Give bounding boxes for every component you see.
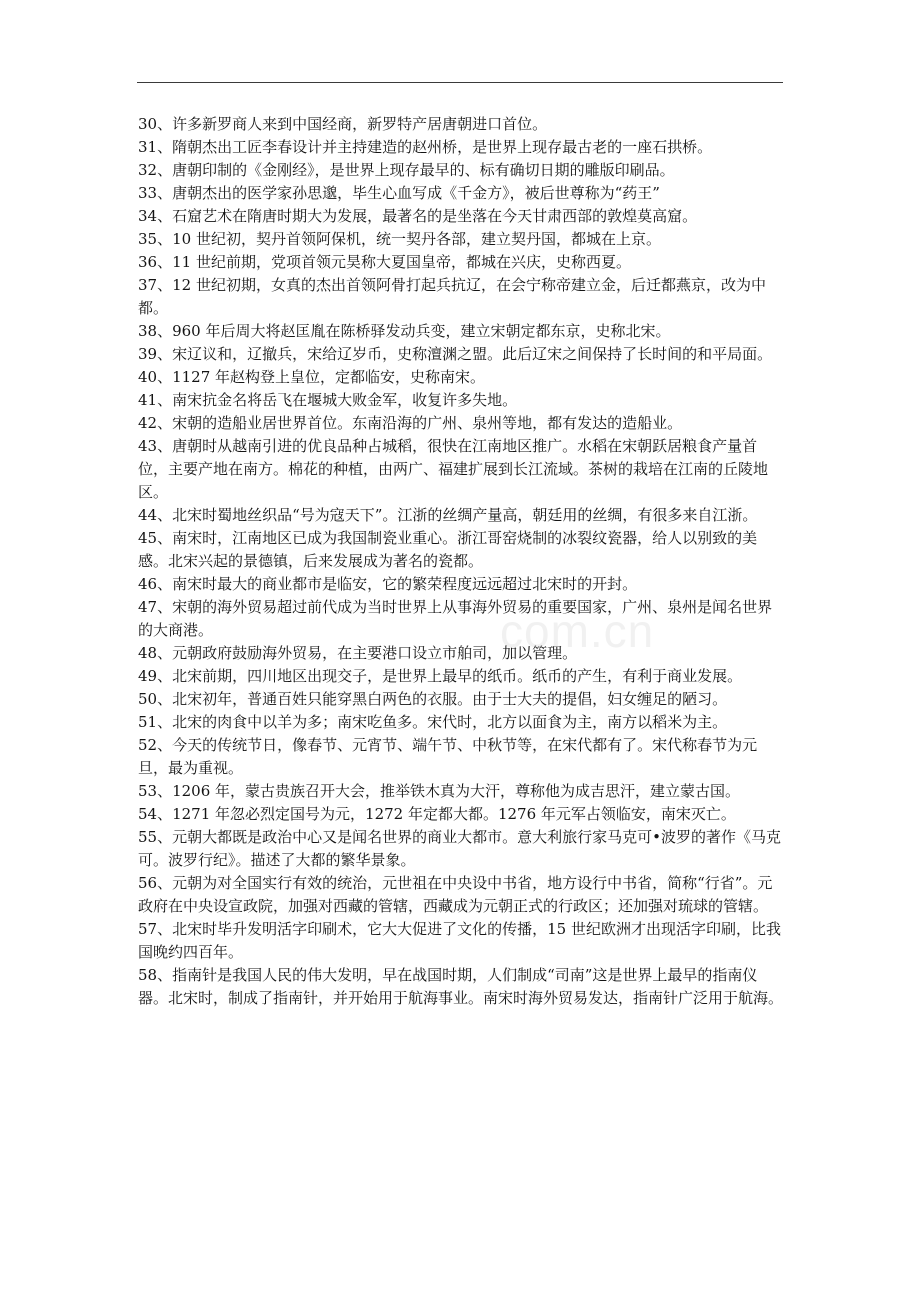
list-item: 40、1127 年赵构登上皇位，定都临安，史称南宋。 [138, 368, 486, 386]
list-item: 54、1271 年忽必烈定国号为元，1272 年定都大都。1276 年元军占领临安，南宋灭亡。 [138, 805, 736, 823]
list-item: 35、10 世纪初，契丹首领阿保机，统一契丹各部，建立契丹国，都城在上京。 [138, 230, 661, 248]
header-rule [137, 82, 783, 83]
list-item: 38、960 年后周大将赵匡胤在陈桥驿发动兵变，建立宋朝定都东京，史称北宋。 [138, 322, 671, 340]
list-item: 31、隋朝杰出工匠李春设计并主持建造的赵州桥，是世界上现存最古老的一座石拱桥。 [138, 138, 713, 156]
list-item: 30、许多新罗商人来到中国经商，新罗特产居唐朝进口首位。 [138, 115, 548, 133]
list-item: 36、11 世纪前期，党项首领元昊称大夏国皇帝，都城在兴庆，史称西夏。 [138, 253, 631, 271]
list-item: 41、南宋抗金名将岳飞在堰城大败金军，收复许多失地。 [138, 391, 518, 409]
list-item: 55、元朝大都既是政治中心又是闻名世界的商业大都市。意大利旅行家马克可•波罗的著作《马克可。波罗行纪》。描述了大都的繁华景象。 [138, 828, 781, 869]
list-item: 50、北宋初年，普通百姓只能穿黑白两色的衣服。由于士大夫的提倡，妇女缠足的陋习。 [138, 690, 728, 708]
list-item: 37、12 世纪初期，女真的杰出首领阿骨打起兵抗辽，在会宁称帝建立金，后迁都燕京，改为中都。 [138, 276, 766, 317]
list-item: 45、南宋时，江南地区已成为我国制瓷业重心。浙江哥窑烧制的冰裂纹瓷器，给人以别致的美感。北宋兴起的景德镇，后来发展成为著名的瓷都。 [138, 529, 758, 570]
list-item: 56、元朝为对全国实行有效的统治，元世祖在中央设中书省，地方设行中书省，简称“行省”。元政府在中央设宣政院，加强对西藏的管辖，西藏成为元朝正式的行政区；还加强对琉球的管辖。 [138, 874, 773, 915]
list-item: 51、北宋的肉食中以羊为多；南宋吃鱼多。宋代时，北方以面食为主，南方以稻米为主。 [138, 713, 728, 731]
list-item: 39、宋辽议和，辽撤兵，宋给辽岁币，史称澶渊之盟。此后辽宋之间保持了长时间的和平局面。 [138, 345, 773, 363]
list-item: 57、北宋时毕升发明活字印刷术，它大大促进了文化的传播，15 世纪欧洲才出现活字印刷，比我国晚约四百年。 [138, 920, 781, 961]
list-item: 46、南宋时最大的商业都市是临安，它的繁荣程度远远超过北宋时的开封。 [138, 575, 638, 593]
list-item: 49、北宋前期，四川地区出现交子，是世界上最早的纸币。纸币的产生，有利于商业发展。 [138, 667, 743, 685]
list-item: 42、宋朝的造船业居世界首位。东南沿海的广州、泉州等地，都有发达的造船业。 [138, 414, 683, 432]
list-item: 33、唐朝杰出的医学家孙思邈，毕生心血写成《千金方》，被后世尊称为“药王” [138, 184, 660, 202]
list-item: 47、宋朝的海外贸易超过前代成为当时世界上从事海外贸易的重要国家，广州、泉州是闻名世界的大商港。 [138, 598, 773, 639]
list-item: 48、元朝政府鼓励海外贸易，在主要港口设立市舶司，加以管理。 [138, 644, 578, 662]
document-body [138, 113, 784, 1010]
list-item: 32、唐朝印制的《金刚经》，是世界上现存最早的、标有确切日期的雕版印刷品。 [138, 161, 675, 179]
list-item: 43、唐朝时从越南引进的优良品种占城稻，很快在江南地区推广。水稻在宋朝跃居粮食产量首位，主要产地在南方。棉花的种植，由两广、福建扩展到长江流域。茶树的栽培在江南的丘陵地区。 [138, 437, 769, 501]
list-item: 34、石窟艺术在隋唐时期大为发展，最著名的是坐落在今天甘肃西部的敦煌莫高窟。 [138, 207, 698, 225]
watermark-text: com.cn [500, 605, 655, 657]
list-item: 52、今天的传统节日，像春节、元宵节、端午节、中秋节等，在宋代都有了。宋代称春节为元旦，最为重视。 [138, 736, 758, 777]
list-item: 53、1206 年，蒙古贵族召开大会，推举铁木真为大汗，尊称他为成吉思汗，建立蒙古国。 [138, 782, 741, 800]
list-item: 58、指南针是我国人民的伟大发明，早在战国时期，人们制成“司南”这是世界上最早的指南仪器。北宋时，制成了指南针，并开始用于航海事业。南宋时海外贸易发达，指南针广泛用于航海。 [138, 966, 784, 1007]
list-item: 44、北宋时蜀地丝织品“号为寇天下”。江浙的丝绸产量高，朝廷用的丝绸，有很多来自江浙。 [138, 506, 758, 524]
